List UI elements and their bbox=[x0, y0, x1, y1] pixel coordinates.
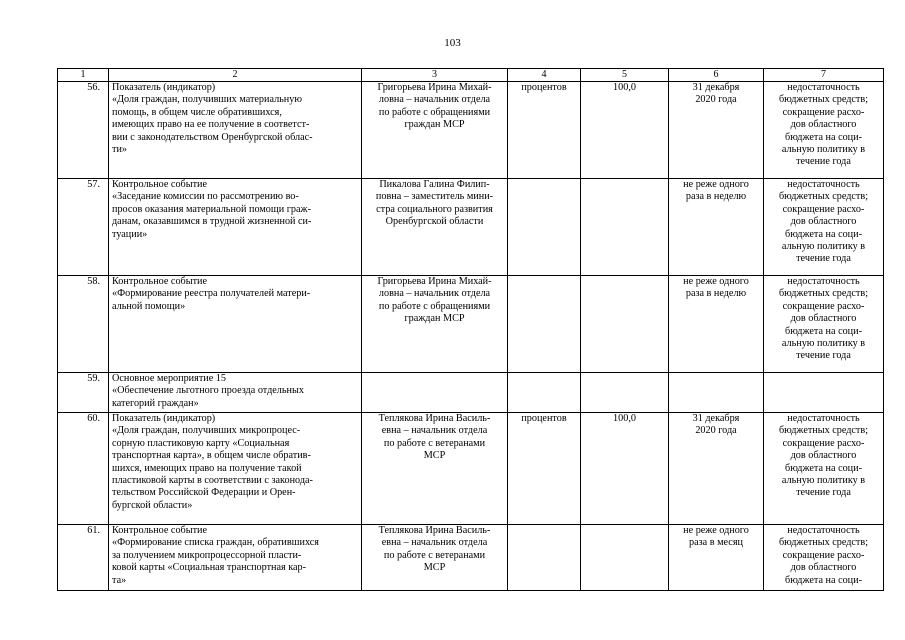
row-deadline: 31 декабря 2020 года bbox=[669, 82, 764, 179]
header-row bbox=[58, 69, 884, 82]
table-row bbox=[58, 179, 884, 276]
row-number: 59. bbox=[58, 373, 109, 413]
row-unit: процентов bbox=[508, 82, 581, 179]
row-unit bbox=[508, 525, 581, 591]
row-responsible: Пикалова Галина Филип- повна – заместитель мини- стра социального развития Оренбургской области bbox=[362, 179, 508, 276]
table-row bbox=[58, 525, 884, 591]
row-deadline: 31 декабря 2020 года bbox=[669, 413, 764, 525]
row-responsible: Григорьева Ирина Михай- ловна – начальник отдела по работе с обращениями граждан МСР bbox=[362, 276, 508, 373]
row-deadline: не реже одного раза в месяц bbox=[669, 525, 764, 591]
row-deadline: не реже одного раза в неделю bbox=[669, 276, 764, 373]
header-cell: 6 bbox=[669, 69, 764, 82]
row-risks: недостаточность бюджетных средств; сокращение расхо- дов областного бюджета на соци- bbox=[764, 525, 884, 591]
row-value bbox=[581, 525, 669, 591]
row-value bbox=[581, 179, 669, 276]
row-value: 100,0 bbox=[581, 413, 669, 525]
row-risks: недостаточность бюджетных средств; сокращение расхо- дов областного бюджета на соци- альную политику в течение года bbox=[764, 276, 884, 373]
row-deadline: не реже одного раза в неделю bbox=[669, 179, 764, 276]
row-risks: недостаточность бюджетных средств; сокращение расхо- дов областного бюджета на соци- альную политику в течение года bbox=[764, 413, 884, 525]
header-cell: 3 bbox=[362, 69, 508, 82]
row-unit bbox=[508, 373, 581, 413]
row-description: Показатель (индикатор) «Доля граждан, получивших материальную помощь, в общем числе обратившихся, имеющих право на ее получение в соответст- вии с законодательством Оренбургской облас- ти» bbox=[109, 82, 362, 179]
row-responsible bbox=[362, 373, 508, 413]
row-number: 61. bbox=[58, 525, 109, 591]
header-cell: 7 bbox=[764, 69, 884, 82]
header-cell: 1 bbox=[58, 69, 109, 82]
row-unit: процентов bbox=[508, 413, 581, 525]
row-number: 56. bbox=[58, 82, 109, 179]
row-unit bbox=[508, 276, 581, 373]
row-value: 100,0 bbox=[581, 82, 669, 179]
row-description: Основное мероприятие 15 «Обеспечение льготного проезда отдельных категорий граждан» bbox=[109, 373, 362, 413]
row-number: 60. bbox=[58, 413, 109, 525]
row-number: 58. bbox=[58, 276, 109, 373]
row-value bbox=[581, 276, 669, 373]
row-responsible: Теплякова Ирина Василь- евна – начальник отдела по работе с ветеранами МСР bbox=[362, 525, 508, 591]
table-row bbox=[58, 413, 884, 525]
row-description: Контрольное событие «Заседание комиссии по рассмотрению во- просов оказания материальной помощи граж- данам, оказавшимся в трудной жизненной си- туации» bbox=[109, 179, 362, 276]
header-cell: 4 bbox=[508, 69, 581, 82]
page-number: 103 bbox=[444, 37, 461, 49]
table-row bbox=[58, 373, 884, 413]
row-description: Показатель (индикатор) «Доля граждан, получивших микропроцес- сорную пластиковую карту «Социальная транспортная карта», в общем числе обратив- шихся, имеющих право на получение такой пластиковой карты в соответствии с законода- тельством Российской Федерации и Орен- бургской области» bbox=[109, 413, 362, 525]
row-risks: недостаточность бюджетных средств; сокращение расхо- дов областного бюджета на соци- альную политику в течение года bbox=[764, 179, 884, 276]
row-unit bbox=[508, 179, 581, 276]
table-row bbox=[58, 82, 884, 179]
plan-table bbox=[57, 68, 884, 591]
row-deadline bbox=[669, 373, 764, 413]
row-responsible: Теплякова Ирина Василь- евна – начальник отдела по работе с ветеранами МСР bbox=[362, 413, 508, 525]
header-cell: 2 bbox=[109, 69, 362, 82]
header-cell: 5 bbox=[581, 69, 669, 82]
row-description: Контрольное событие «Формирование реестра получателей матери- альной помощи» bbox=[109, 276, 362, 373]
row-number: 57. bbox=[58, 179, 109, 276]
row-description: Контрольное событие «Формирование списка граждан, обратившихся за получением микропроцессорной пласти- ковой карты «Социальная транспортная кар- та» bbox=[109, 525, 362, 591]
table-row bbox=[58, 276, 884, 373]
row-value bbox=[581, 373, 669, 413]
row-risks: недостаточность бюджетных средств; сокращение расхо- дов областного бюджета на соци- альную политику в течение года bbox=[764, 82, 884, 179]
row-risks bbox=[764, 373, 884, 413]
row-responsible: Григорьева Ирина Михай- ловна – начальник отдела по работе с обращениями граждан МСР bbox=[362, 82, 508, 179]
